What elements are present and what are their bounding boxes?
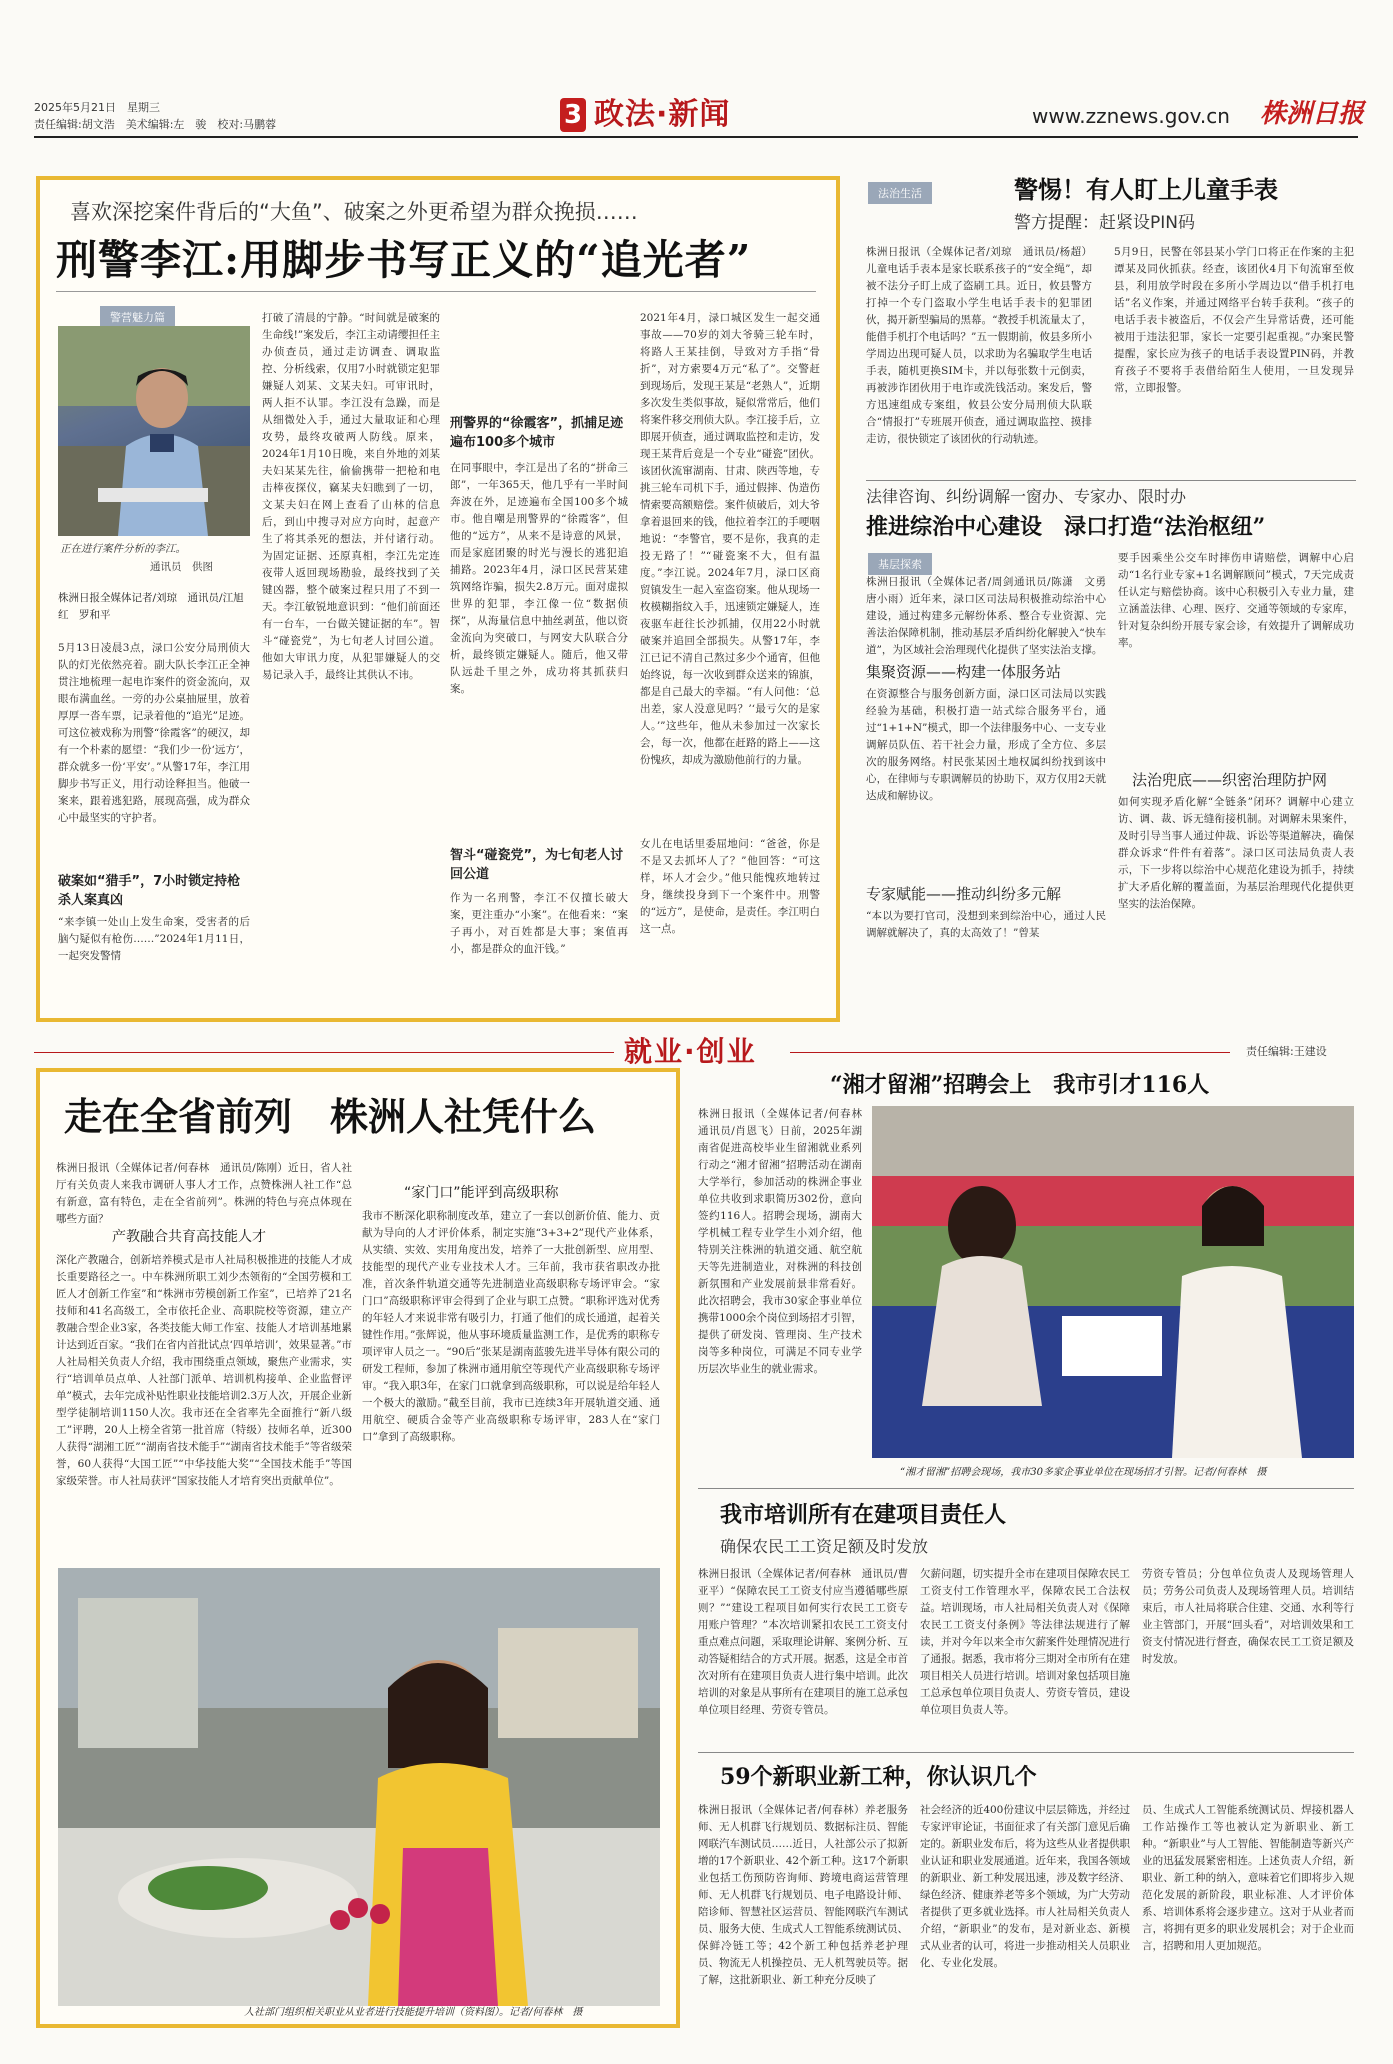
policeman-photo-illustration	[58, 326, 250, 536]
right-divider-3	[698, 1752, 1354, 1753]
lead-col4-text: 2021年4月，渌口城区发生一起交通事故——70岁的刘大爷骑三轮车时，将路人王某挂倒，导致对方手指“骨折”，对方索要4万元“私了”。交警赶到现场后，发现王某是“老熟人”，近期多次发生类似事故，疑似常常后，他们将案件移交刑侦大队。李江接手后，立即展开侦查，通过调取监控和走访，发现王某背后竟是一个专业“碰瓷”团伙。该团伙流窜湖南、甘肃、陕西等地，专挑三轮车司机下手，通过假摔、伪造伤情索要高额赔偿。案件侦破后，刘大爷拿着退回来的钱，他拉着李江的手哽咽地说：“李警官，要不是你，我真的走投无路了！”“碰瓷案不大，但有温度。”李江说。2024年7月，渌口区商贸镇发生一起入室盗窃案。他从现场一枚模糊指纹入手，迅速锁定嫌疑人，连夜驱车赶往长沙抓捕，仅用22小时就破案并追回全部损失。从警17年，李江已记不清自己熬过多少个通宵，但他始终说，每一次收到群众送来的锦旗，都是自己最大的幸福。“有人问他：‘总出差，家人没意见吗？’‘最亏欠的是家人。’”这些年，他从未参加过一次家长会，每一次，他都在赶路的路上——这份愧疚，却成为激励他前行的力量。	[640, 312, 820, 766]
renshe-subhead2: “家门口”能评到高级职称	[404, 1185, 559, 1201]
lead-photo-credit: 通讯员 供图	[150, 561, 213, 573]
website-url[interactable]: www.zznews.gov.cn	[1032, 104, 1230, 128]
renshe-col1-text: 株洲日报讯（全媒体记者/何春林 通讯员/陈刚）近日，省人社厅有关负责人来我市调研人事人才工作，点赞株洲人社工作“总有新意，富有特色，走在全省前列”。株洲的特色与亮点体现在哪些方面？	[56, 1162, 352, 1225]
lead-headline: 刑警李江:用脚步书写正义的“追光者”	[56, 236, 752, 284]
zhiye-col1: 株洲日报讯（全媒体记者/何春林）养老服务师、无人机群飞行规划员、数据标注员、智能网联汽车测试员……近日，人社部公示了拟新增的17个新职业、42个新工种。这17个新职业包括工伤预防咨询师、跨境电商运营管理师、无人机群飞行规划员、电子电路设计师、陪诊师、智慧社区运营员、智能网联汽车测试员、服务大使、生成式人工智能系统测试员、保鲜冷链工等；42个新工种包括养老护理员、物流无人机操控员、无人机驾驶员等。据了解，这批新职业、新工种充分反映了	[698, 1804, 908, 1986]
zongzhi-col1-text3: “本以为要打官司，没想到来到综治中心，通过人民调解就解决了，真的太高效了！”曾某	[866, 910, 1106, 939]
lead-story-tag: 警营魅力篇	[100, 306, 175, 328]
lead-photo-caption: 正在进行案件分析的李江。	[60, 543, 186, 555]
section-title: 政法·新闻	[594, 97, 731, 132]
lead-byline: 株洲日报全媒体记者/刘琼 通讯员/江旭红 罗和平	[58, 592, 244, 621]
renshe-photo	[58, 1568, 660, 2006]
peixun-subtitle: 确保农民工工资足额及时发放	[720, 1537, 929, 1556]
lead-kicker: 喜欢深挖案件背后的“大鱼”、破案之外更希望为群众挽损……	[70, 200, 638, 224]
lead-col4-text2: 女儿在电话里委屈地问：“爸爸，你是不是又去抓坏人了？”他回答：“可这样，坏人才会少。”他只能愧疚地转过身，继续投身到下一个案件中。刑警的“远方”，是使命，是责任。李江明白这一点。	[640, 838, 820, 935]
child-watch-headline: 警惕！有人盯上儿童手表	[1014, 175, 1278, 204]
lead-col1-subhead: 破案如“猎手”，7小时锁定持枪杀人案真凶	[58, 874, 241, 908]
lead-col3-subhead2: 智斗“碰瓷党”，为七旬老人讨回公道	[450, 848, 624, 882]
job-fair-photo	[872, 1106, 1354, 1458]
section2-title: 就业·创业	[624, 1035, 757, 1068]
issue-date: 2025年5月21日 星期三	[34, 101, 160, 114]
lead-col2-text: 打破了清晨的宁静。“时间就是破案的生命线!”案发后，李江主动请缨担任主办侦查员，通过走访调查、调取监控、分析线索，仅用7小时就锁定犯罪嫌疑人刘某、文某夫妇。可审讯时，两人拒不认罪。李江没有急躁，而是从细微处入手，通过大量取证和心理攻势，最终攻破两人防线。原来，2024年1月10日晚，来自外地的刘某夫妇某某先往，偷偷携带一把枪和电击棒夜探仪，竊某夫妇瞧到了一切，文某夫妇在网上查看了山林的信息后，到山中搜寻对应方向时，起意产生了将其杀死的想法，并付诸行动。为固定证据、还原真相，李江先定连夜带人返回现场勘验，最终找到了关键凶器，整个破案过程只用了不到一天。李江敏锐地意识到：“他们前面还有一台车，一台做关键证据的车”。智斗“碰瓷党”，为七旬老人讨回公道。他如大审讯力度，从犯罪嫌疑人的交易记录入手，最终让其供认不讳。	[262, 312, 440, 681]
zhiye-col3: 员、生成式人工智能系统测试员、焊接机器人工作站操作工等也被认定为新职业、新工种。“新职业”与人工智能、智能制造等新兴产业的迅猛发展紧密相连。上述负责人介绍，新职业、新工种的纳入，意味着它们即将步入规范化发展的新阶段，职业标准、人才评价体系、培训体系将会逐步建立。这对于从业者而言，将拥有更多的职业发展机会；对于企业而言，招聘和用人更加规范。	[1142, 1804, 1354, 1952]
lead-col1-text2: “来李镇一处山上发生命案，受害者的后脑勺疑似有枪伤……”2024年1月11日，一起突发警情	[58, 916, 250, 962]
zhaopin-photo	[872, 1106, 1354, 1458]
section2-rule-left	[34, 1052, 614, 1053]
zongzhi-col2-text2: 如何实现矛盾化解“全链条”闭环？调解中心建立访、调、裁、诉无缝衔接机制。对调解未果案件，及时引导当事人通过仲裁、诉讼等渠道解决，确保群众诉求“件件有着落”。渌口区司法局负责人表示，下一步将以综治中心规范化建设为抓手，持续扩大矛盾化解的覆盖面，为基层治理现代化提供更坚实的法治保障。	[1118, 796, 1354, 910]
cooking-training-photo	[58, 1568, 660, 2006]
zongzhi-kicker: 法律咨询、纠纷调解一窗办、专家办、限时办	[866, 487, 1187, 506]
lead-col3-subhead1: 刑警界的“徐霞客”，抓捕足迹遍布100多个城市	[450, 416, 624, 450]
child-watch-col2: 5月9日，民警在邻县某小学门口将正在作案的主犯谭某及同伙抓获。经查，该团伙4月下旬流窜至攸县，利用放学时段在多所小学周边以“借手机打电话”名义作案，并通过网络平台转手获利。“孩子的电话手表卡被盗后，不仅会产生异常话费，还可能被用于违法犯罪，家长一定要引起重视。”办案民警提醒，家长应为孩子的电话手表设置PIN码，并教育孩子不要将手表借给陌生人使用，一旦发现异常，立即报警。	[1114, 246, 1354, 394]
zongzhi-col1: 株洲日报讯（全媒体记者/周剑通讯员/陈潇 文勇 唐小雨）近年来，渌口区司法局积极推动综治中心建设，通过构建多元解纷体系、整合专业资源、完善法治保障机制，推动基层矛盾纠纷化解驶入“快车道”，为区域社会治理现代化提供了坚实法治支撑。	[866, 576, 1117, 656]
peixun-col3: 劳资专管员；分包单位负责人及现场管理人员；劳务公司负责人及现场管理人员。培训结束后，市人社局将联合住建、交通、水利等行业主管部门，开展“回头看”，对培训效果和工资支付情况进行督查，确保农民工工资足额及时发放。	[1142, 1568, 1354, 1665]
section2-editor: 责任编辑:王建设	[1246, 1045, 1327, 1058]
zhaopin-text: 株洲日报讯（全媒体记者/何春林 通讯员/肖恩飞）日前，2025年湖南省促进高校毕业生留湘就业系列行动之“湘才留湘”招聘活动在湖南大学举行，参加活动的株洲企事业单位共收到求职简历302份，意向签约116人。招聘会现场，湖南大学机械工程专业学生小刘介绍，他特别关注株洲的轨道交通、航空航天等先进制造业，对株洲的科技创新氛围和产业发展前景非常看好。此次招聘会，我市30家企事业单位携带1000余个岗位到场招才引智，提供了研发岗、管理岗、生产技术岗等多种岗位，可满足不同专业学历层次毕业生的就业需求。	[698, 1108, 873, 1375]
page-editors: 责任编辑:胡文浩 美术编辑:左 骏 校对:马鹏蓉	[34, 118, 277, 131]
lead-photo	[58, 326, 250, 536]
zhiye-headline: 59个新职业新工种，你认识几个	[720, 1764, 1037, 1790]
child-watch-col1: 株洲日报讯（全媒体记者/刘琼 通讯员/杨超）儿童电话手表本是家长联系孩子的“安全绳”，却被不法分子盯上成了盗刷工具。近日，攸县警方打掉一个专门盗取小学生电话手表卡的犯罪团伙，揭开新型骗局的黑幕。“教授手机流量太了，能借手机打个电话吗？”五一假期前，攸县多所小学周边出现可疑人员，以求助为名骗取学生电话手表，随机更换SIM卡，并以每张数十元倒卖，再被涉诈团伙用于电诈或洗钱活动。案发后，警方迅速组成专案组，攸县公安分局刑侦大队联合“情报打”专班展开侦查，通过调取监控、摸排走访，很快锁定了该团伙的行动轨迹。	[866, 246, 1092, 445]
lead-col3-text: 在同事眼中，李江是出了名的“拼命三郎”，一年365天，他几乎有一半时间奔波在外，足迹遍布全国100多个城市。他自嘲是刑警界的“徐霞客”，但他的“远方”，从来不是诗意的风景，而是家庭团聚的时光与漫长的逃犯追捕路。2023年4月，渌口区民营某建筑网络诈骗，损失2.8万元。面对虚拟世界的犯罪，李江像一位“数据侦探”，从海量信息中抽丝剥茧，他以资金流向为突破口，与网安大队联合分析，最终锁定嫌疑人。随后，他又带队远赴千里之外，成功将其抓获归案。	[450, 462, 628, 695]
zhaopin-headline: “湘才留湘”招聘会上 我市引才116人	[830, 1072, 1210, 1098]
zongzhi-col1-text2: 在资源整合与服务创新方面，渌口区司法局以实践经验为基础，积极打造一站式综合服务平台，通过“1+1+N”模式，即一个法律服务中心、一支专业调解员队伍、若干社会力量，形成了全方位、多层次的服务网络。村民张某因土地权属纠纷找到该中心，在律师与专职调解员的协助下，双方仅用2天就达成和解协议。	[866, 688, 1106, 802]
zongzhi-subhead1: 集聚资源——构建一体服务站	[866, 663, 1062, 681]
zongzhi-subhead3: 法治兜底——织密治理防护网	[1132, 771, 1328, 789]
renshe-photo-caption: 人社部门组织相关职业从业者进行技能提升培训（资料图）。记者/何春林 摄	[240, 2006, 586, 2020]
zongzhi-headline: 推进综治中心建设 渌口打造“法治枢纽”	[866, 514, 1266, 540]
zongzhi-tag: 基层探索	[868, 553, 932, 575]
zhiye-col2: 社会经济的近400份建议中层层筛选，并经过专家评审论证，书面征求了有关部门意见后确定的。新职业发布后，将为这些从业者提供职业认证和职业发展通道。近年来，我国各领域的新职业、新工种发展迅速，涉及数字经济、绿色经济、健康养老等多个领域，为广大劳动者提供了更多就业选择。市人社局相关负责人介绍，“新职业”的发布，是对新业态、新模式从业者的认可，将进一步推动相关人员职业化、专业化发展。	[920, 1804, 1130, 1969]
lead-col3-text2: 作为一名刑警，李江不仅擅长破大案，更注重办“小案”。在他看来：“案子再小，对百姓都是大事；案值再小，都是群众的血汗钱。”	[450, 892, 628, 955]
page-number: 3	[563, 100, 583, 130]
zongzhi-col2: 要手因乘坐公交车时摔伤申请赔偿，调解中心启动“1名行业专家+1名调解顾问”模式，7天完成责任认定与赔偿协商。该中心积极引入专业力量，建立涵盖法律、心理、医疗、交通等领域的专家库，针对复杂纠纷开展专家会诊，有效提升了调解成功率。	[1118, 552, 1354, 649]
child-watch-subtitle: 警方提醒：赶紧设PIN码	[1014, 213, 1195, 233]
peixun-col1: 株洲日报讯（全媒体记者/何春林 通讯员/曹亚平）“保障农民工工资支付应当遵循哪些原则？”“建设工程项目如何实行农民工工资专用账户管理？”本次培训紧扣农民工工资支付重点难点问题，采取理论讲解、案例分析、互动答疑相结合的方式开展。据悉，这是全市首次对所有在建项目负责人进行集中培训。此次培训的对象是从事所有在建项目的施工总承包单位项目经理、劳资专管员。	[698, 1568, 908, 1716]
renshe-headline: 走在全省前列 株洲人社凭什么	[64, 1094, 597, 1139]
renshe-col2-text2: 我市不断深化职称制度改革，建立了一套以创新价值、能力、贡献为导向的人才评价体系，制定实施“3+3+2”现代产业体系，从实绩、实效、实用角度出发，培养了一大批创新型、应用型、技能型的现代产业专业技术人才。三年前，我市获省职改办批准，首次条件轨道交通等先进制造业高级职称专场评审会。“家门口”高级职称评审会得到了企业与职工点赞。“职称评选对优秀的年轻人才来说非常有吸引力，打通了他们的成长通道，起着关键性作用。”张辉说，他从事环境质量监测工作，是优秀的职称专项评审人员之一。“90后”张某是湖南蓝骏先进半导体有限公司的研发工程师，参加了株洲市通用航空等现代产业高级职称专场评审。“我入职3年，在家门口就拿到高级职称，可以说是给年轻人一个极大的激励。”截至目前，我市已连续3年开展轨道交通、通用航空、硬质合金等产业高级职称专场评审，283人在“家门口”拿到了高级职称。	[362, 1210, 660, 1443]
peixun-headline: 我市培训所有在建项目责任人	[720, 1502, 1007, 1528]
zongzhi-subhead2: 专家赋能——推动纠纷多元解	[866, 885, 1062, 903]
lead-title-underline	[56, 291, 816, 292]
child-watch-tag: 法治生活	[868, 182, 932, 204]
lead-col1-text: 5月13日凌晨3点，渌口公安分局刑侦大队的灯光依然亮着。副大队长李江正全神贯注地梳理一起电诈案件的资金流向，双眼布满血丝。一旁的办公桌抽屉里，放着厚厚一沓车票，记录着他的“追光”足迹。可这位被戏称为刑警“徐霞客”的硬汉，却有一个朴素的愿望：“我们少一份‘远方’，群众就多一份‘平安’。”从警17年，李江用脚步书写正义，用行动诠释担当。他破一案来，跟着逃犯路，展现高强，成为群众心中最坚实的守护者。	[58, 642, 250, 824]
peixun-col2: 欠薪问题，切实提升全市在建项目保障农民工工资支付工作管理水平，保障农民工合法权益。培训现场，市人社局相关负责人对《保障农民工工资支付条例》等法律法规进行了解读，并对今年以来全市欠薪案件处理情况进行了通报。据悉，我市将分三期对全市所有在建项目相关人员进行培训。培训对象包括项目施工总承包单位项目负责人、劳资专管员，建设单位项目负责人等。	[920, 1568, 1130, 1716]
masthead-rule	[34, 136, 1358, 138]
zhaopin-photo-caption: “湘才留湘”招聘会现场，我市30多家企事业单位在现场招才引智。记者/何春林 摄	[900, 1467, 1267, 1478]
renshe-col1-text2: 深化产教融合，创新培养模式是市人社局积极推进的技能人才成长重要路径之一。中车株洲所职工刘少杰领衔的“全国劳模和工匠人才创新工作室”和“株洲市劳模创新工作室”，已培养了21名技师和41名高级工，全市依托企业、高职院校等资源，建立产教融合型企业3家，各类技能大师工作室、技能人才培训基地累计达到近百家。“我们在省内首批试点‘四单培训’，效果显著。”市人社局相关负责人介绍，我市围绕重点领域，聚焦产业需求，实行“培训单员点单、人社部门派单、培训机构接单、企业监督评单”模式，去年完成补贴性职业技能培训2.3万人次，开展企业新型学徒制培训1150人次。我市还在全省率先全面推行“新八级工”评聘，20人上榜全省第一批首席（特级）技师名单，近300人获得“湖湘工匠”“湖南省技术能手”“湖南省技术能手”等省级荣誉，60人获得“大国工匠”“中华技能大奖”“全国技术能手”等国家级荣誉。市人社局获评“国家技能人才培育突出贡献单位”。	[56, 1254, 352, 1487]
renshe-subhead1: 产教融合共育高技能人才	[112, 1229, 266, 1245]
right-divider-1	[866, 480, 1356, 481]
paper-name-logo: 株洲日报	[1260, 99, 1365, 129]
page-number-badge	[560, 98, 586, 132]
section2-rule-right	[790, 1052, 1230, 1053]
right-divider-2	[698, 1488, 1354, 1489]
